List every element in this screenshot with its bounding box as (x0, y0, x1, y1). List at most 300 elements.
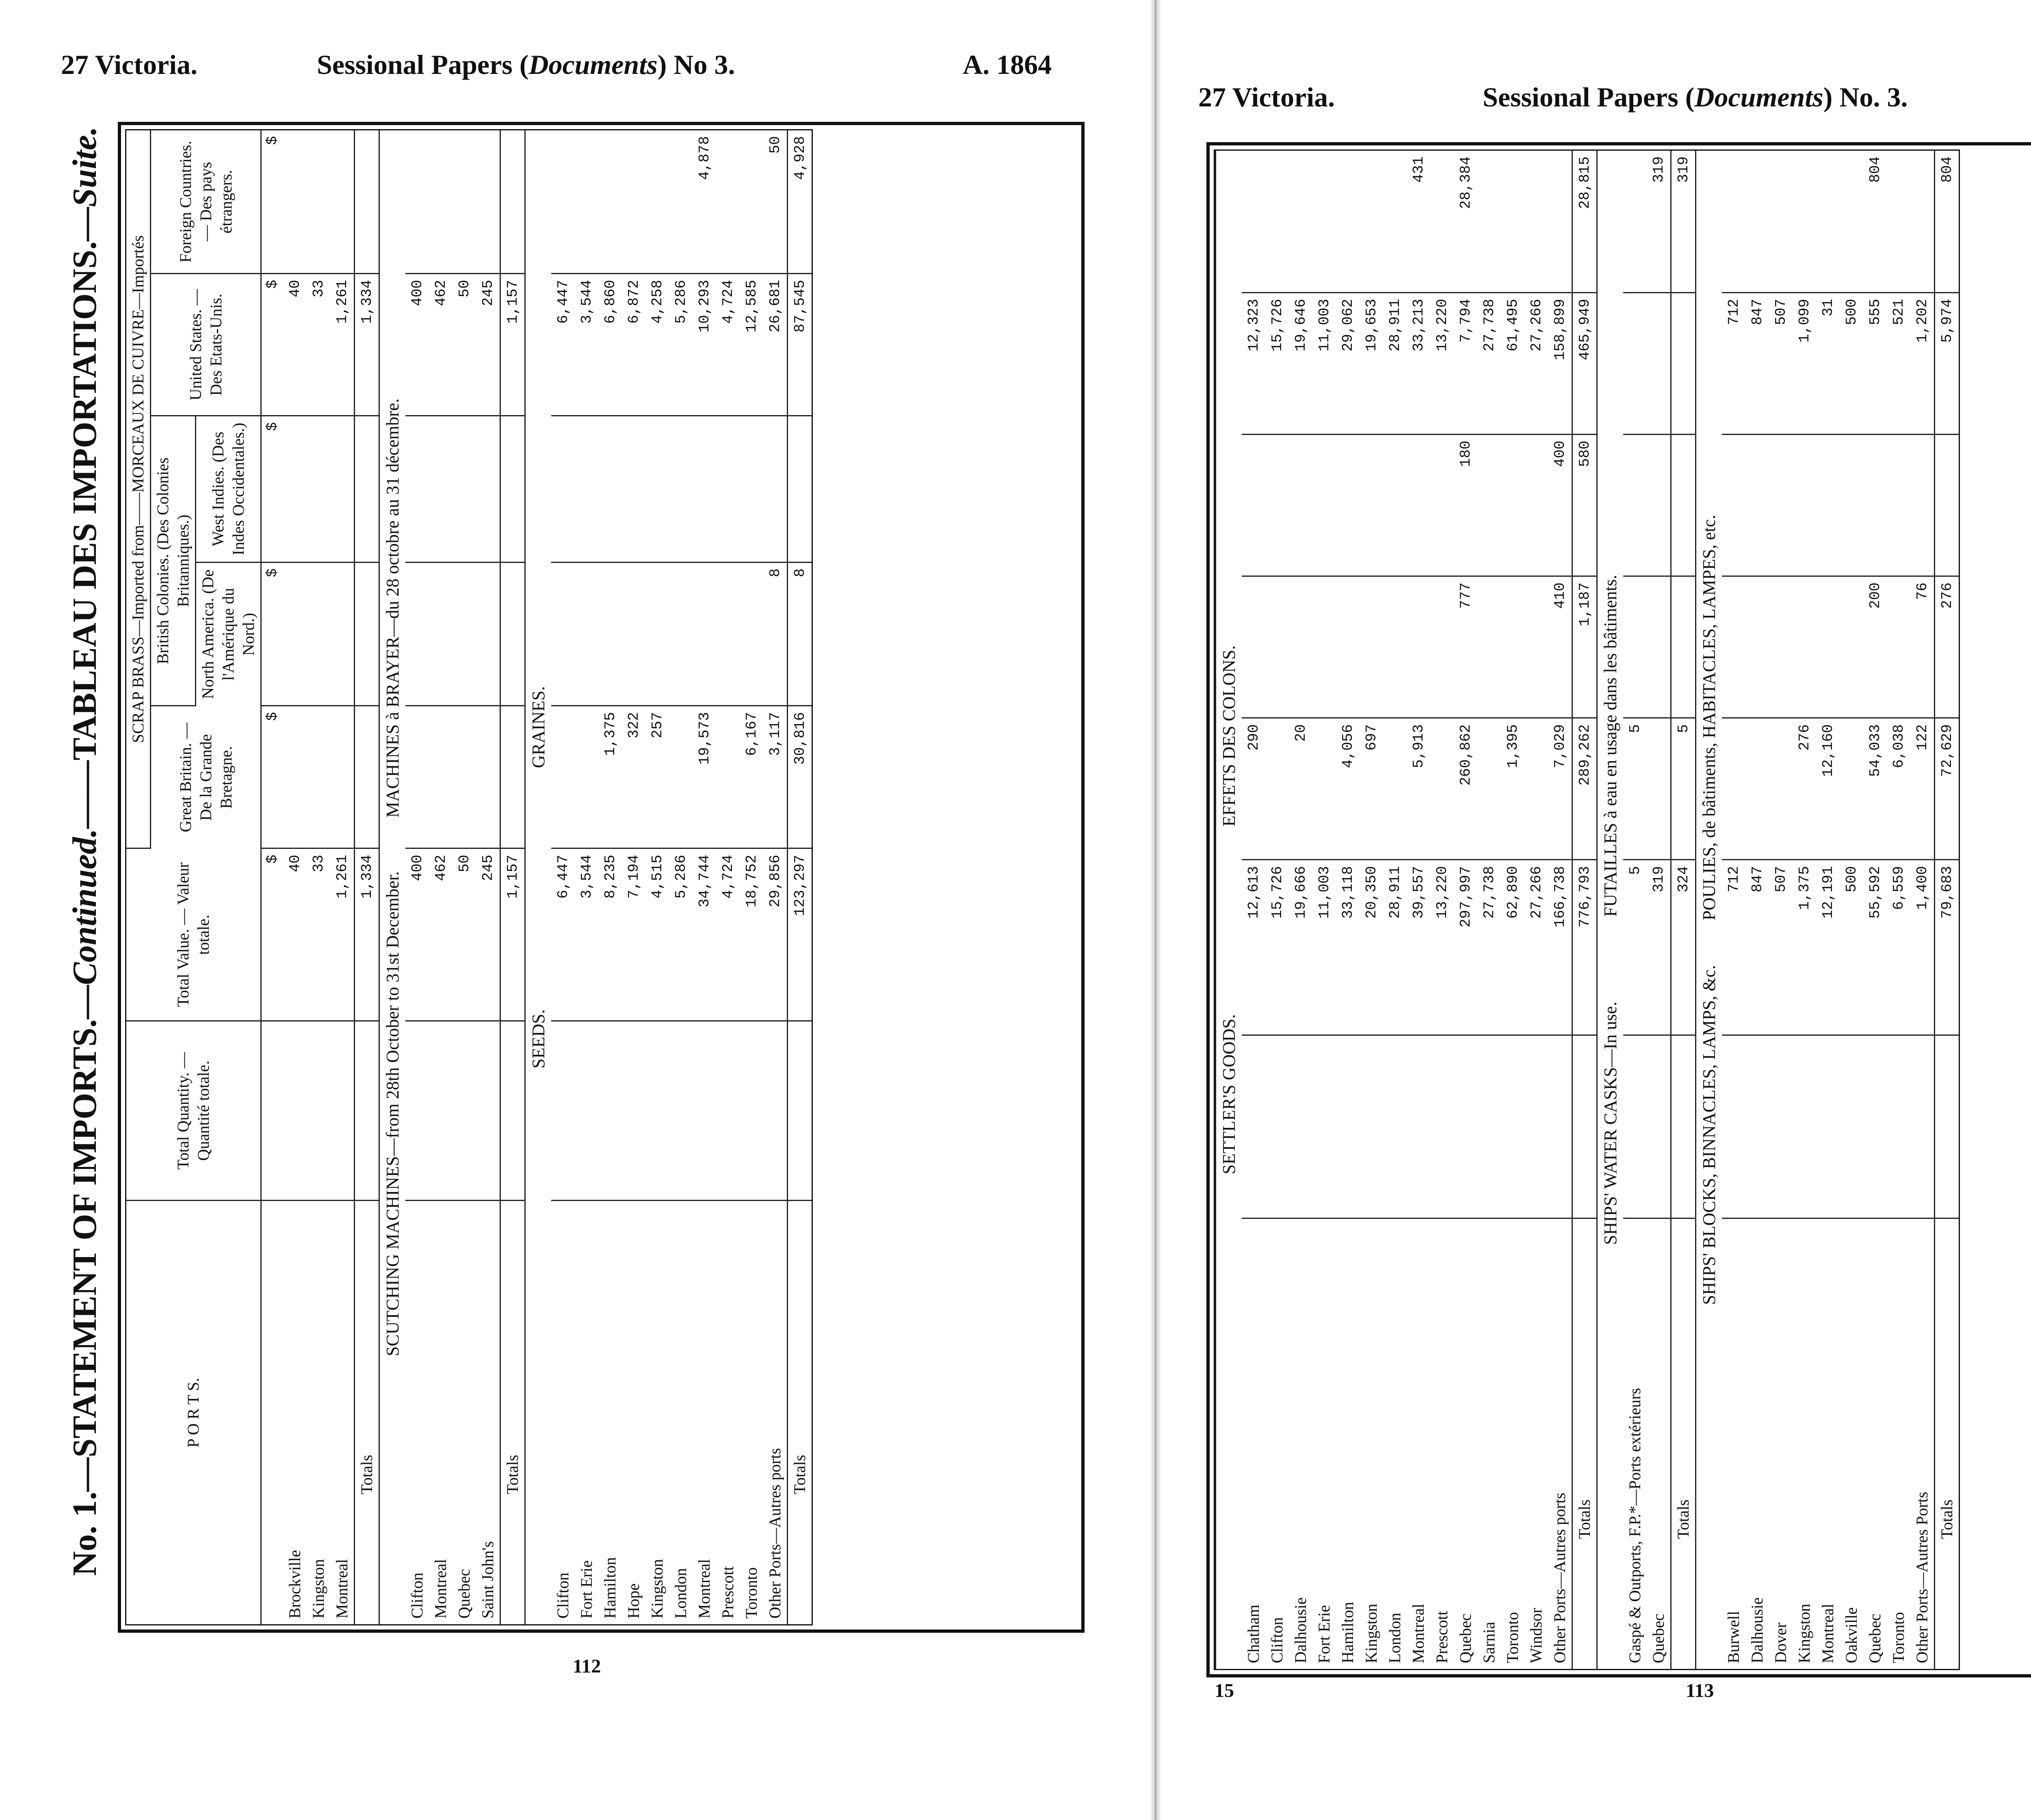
value-cell (1524, 718, 1548, 860)
value-cell: 462 (429, 848, 453, 1021)
value-cell (1312, 1035, 1336, 1218)
table-row (575, 130, 598, 1624)
value-cell: 777 (1454, 576, 1477, 718)
totals-value: 776,793 (1572, 860, 1597, 1035)
value-cell: 507 (1769, 292, 1793, 434)
value-cell (283, 706, 307, 848)
value-cell (453, 130, 476, 273)
value-cell (1501, 1035, 1524, 1218)
value-cell (551, 562, 575, 706)
port-name: Gaspé & Outports, F.P.*—Ports extérieurs (1626, 1388, 1644, 1663)
value-cell (1501, 434, 1524, 576)
value-cell (1910, 434, 1935, 576)
value-cell: 4,056 (1336, 718, 1360, 860)
value-cell (575, 562, 598, 706)
value-cell (1769, 718, 1793, 860)
section-heading (1696, 151, 1722, 1669)
value-cell (1722, 151, 1745, 292)
value-cell (476, 416, 500, 562)
value-cell: 28,911 (1383, 860, 1407, 1035)
value-cell: 7,794 (1454, 292, 1477, 434)
value-cell: 6,447 (551, 273, 575, 416)
totals-value: 289,262 (1572, 718, 1597, 860)
col-group-scrap-brass: SCRAP BRASS—Imported from——MORCEAUX DE CUIVRE—Importés (126, 130, 151, 848)
value-cell (283, 562, 307, 706)
table-row (429, 130, 453, 1624)
value-cell: 15,726 (1265, 292, 1289, 434)
value-cell (1265, 576, 1289, 718)
value-cell (1745, 718, 1769, 860)
right-page (1162, 0, 2031, 1820)
table-row (453, 130, 476, 1624)
value-cell: 12,160 (1816, 718, 1840, 860)
totals-value (1572, 1035, 1597, 1218)
section-title: SETTLER'S GOODS. EFFETS DES COLONS. (1216, 151, 1242, 1669)
value-cell (1840, 151, 1863, 292)
value-cell (598, 416, 622, 562)
totals-value: 1,157 (500, 273, 525, 416)
port-name: Prescott (719, 1566, 737, 1619)
value-cell (645, 1021, 669, 1201)
value-cell (622, 1021, 645, 1201)
value-cell (1887, 1035, 1910, 1218)
value-cell: 19,646 (1289, 292, 1312, 434)
totals-value: 1,334 (355, 273, 379, 416)
value-cell: 297,997 (1454, 860, 1477, 1035)
value-cell: 40 (283, 848, 307, 1021)
value-cell (453, 562, 476, 706)
totals-value (1671, 434, 1696, 576)
value-cell: 18,752 (740, 848, 763, 1021)
value-cell: 8 (763, 562, 788, 706)
table-row (1312, 151, 1336, 1669)
value-cell (1242, 434, 1265, 576)
value-cell (1623, 292, 1647, 434)
totals-value (355, 130, 379, 273)
totals-value (355, 1021, 379, 1201)
value-cell: 5,286 (669, 273, 693, 416)
value-cell: 500 (1840, 292, 1863, 434)
value-cell: 158,899 (1548, 292, 1572, 434)
value-cell (1477, 434, 1501, 576)
table-row (1360, 151, 1383, 1669)
value-cell (622, 562, 645, 706)
left-table-frame (118, 122, 1085, 1633)
right-table-body (1216, 151, 1959, 1669)
value-cell: 276 (1793, 718, 1816, 860)
totals-value: 123,297 (788, 848, 812, 1021)
value-cell (1769, 434, 1793, 576)
port-name: Dover (1771, 1623, 1790, 1663)
value-cell (693, 1021, 716, 1201)
col-wi: West Indies. (Des Indes Occidentales.) (196, 416, 261, 562)
value-cell (1312, 151, 1336, 292)
value-cell (1336, 151, 1360, 292)
value-cell (598, 130, 622, 273)
value-cell (1360, 151, 1383, 292)
table-row (763, 130, 788, 1624)
value-cell: 712 (1722, 860, 1745, 1035)
value-cell: 50 (453, 273, 476, 416)
value-cell (1289, 434, 1312, 576)
table-row (551, 130, 575, 1624)
value-cell (476, 562, 500, 706)
table-row (669, 130, 693, 1624)
port-name: London (671, 1568, 690, 1619)
port-name: Montreal (1409, 1604, 1427, 1663)
value-cell (429, 1021, 453, 1201)
value-cell (1548, 151, 1572, 292)
value-cell (1745, 151, 1769, 292)
currency-cell (261, 1201, 284, 1624)
value-cell (307, 130, 330, 273)
totals-value (1671, 292, 1696, 434)
value-cell: 260,862 (1454, 718, 1477, 860)
totals-value: 79,683 (1935, 860, 1959, 1035)
value-cell: 1,202 (1910, 292, 1935, 434)
value-cell: 1,375 (598, 706, 622, 848)
value-cell: 29,856 (763, 848, 788, 1021)
totals-value: 87,545 (788, 273, 812, 416)
value-cell (1647, 292, 1671, 434)
port-name: Saint John's (479, 1541, 497, 1619)
port-name: Brockville (286, 1550, 304, 1619)
section-title: SEEDS. GRAINES. (525, 130, 552, 1624)
value-cell (551, 130, 575, 273)
totals-value (500, 562, 525, 706)
table-row (716, 130, 740, 1624)
value-cell: 62,890 (1501, 860, 1524, 1035)
value-cell: 4,515 (645, 848, 669, 1021)
value-cell (669, 562, 693, 706)
value-cell: 122 (1910, 718, 1935, 860)
table-row (1722, 151, 1745, 1669)
table-row (1501, 151, 1524, 1669)
currency-cell: $ (261, 273, 284, 416)
value-cell (1840, 1035, 1863, 1218)
value-cell (1647, 718, 1671, 860)
value-cell: 319 (1647, 151, 1671, 292)
value-cell (1407, 434, 1430, 576)
totals-value: 1,187 (1572, 576, 1597, 718)
value-cell (1887, 434, 1910, 576)
value-cell (429, 416, 453, 562)
value-cell (1407, 576, 1430, 718)
value-cell (1863, 1035, 1887, 1218)
value-cell (740, 416, 763, 562)
totals-value: 580 (1572, 434, 1597, 576)
value-cell (429, 130, 453, 273)
totals-label: Totals (788, 1201, 812, 1624)
totals-value (355, 706, 379, 848)
value-cell (575, 130, 598, 273)
port-name: Toronto (1503, 1612, 1522, 1663)
table-row (740, 130, 763, 1624)
value-cell (429, 706, 453, 848)
right-page-left-number: 15 (1215, 1680, 1234, 1701)
value-cell (1887, 151, 1910, 292)
value-cell (330, 1021, 355, 1201)
value-cell (283, 130, 307, 273)
port-name: Prescott (1433, 1611, 1451, 1663)
value-cell: 245 (476, 848, 500, 1021)
value-cell: 19,573 (693, 706, 716, 848)
value-cell (1816, 1035, 1840, 1218)
value-cell (1501, 151, 1524, 292)
value-cell: 55,592 (1863, 860, 1887, 1035)
port-name: Quebec (1866, 1613, 1884, 1663)
value-cell (575, 416, 598, 562)
table-row (1816, 151, 1840, 1669)
value-cell: 6,447 (551, 848, 575, 1021)
value-cell: 27,738 (1477, 860, 1501, 1035)
totals-value: 804 (1935, 151, 1959, 292)
totals-value (788, 416, 812, 562)
totals-value: 5,974 (1935, 292, 1959, 434)
port-name: Kingston (309, 1559, 327, 1619)
port-name: Other Ports—Autres ports (1550, 1493, 1569, 1663)
col-ports: P O R T S. (126, 1201, 261, 1624)
value-cell (1623, 151, 1647, 292)
value-cell (693, 562, 716, 706)
value-cell (1265, 151, 1289, 292)
value-cell: 697 (1360, 718, 1383, 860)
value-cell (476, 1021, 500, 1201)
value-cell: 13,220 (1430, 860, 1454, 1035)
value-cell (716, 416, 740, 562)
table-row (1336, 151, 1360, 1669)
value-cell (740, 1021, 763, 1201)
value-cell (1863, 434, 1887, 576)
value-cell (1840, 576, 1863, 718)
value-cell: 1,400 (1910, 860, 1935, 1035)
totals-value: 72,629 (1935, 718, 1959, 860)
totals-value: 30,816 (788, 706, 812, 848)
currency-cell: $ (261, 706, 284, 848)
value-cell: 4,878 (693, 130, 716, 273)
totals-value (1935, 1035, 1959, 1218)
value-cell (1383, 576, 1407, 718)
table-row (1548, 151, 1572, 1669)
value-cell (307, 416, 330, 562)
value-cell: 28,384 (1454, 151, 1477, 292)
value-cell: 200 (1863, 576, 1887, 718)
value-cell (330, 130, 355, 273)
value-cell: 180 (1454, 434, 1477, 576)
value-cell: 29,062 (1336, 292, 1360, 434)
value-cell (1910, 1035, 1935, 1218)
value-cell: 27,266 (1524, 860, 1548, 1035)
value-cell: 33 (307, 848, 330, 1021)
port-name: Clifton (1268, 1617, 1286, 1663)
value-cell (1360, 434, 1383, 576)
currency-cell: $ (261, 130, 284, 273)
table-row (1745, 151, 1769, 1669)
value-cell (1454, 1035, 1477, 1218)
totals-value (1671, 576, 1696, 718)
value-cell (598, 562, 622, 706)
port-name: Windsor (1527, 1608, 1545, 1663)
col-na: North America. (De l'Amérique du Nord.) (196, 562, 261, 706)
value-cell (1242, 151, 1265, 292)
value-cell: 1,395 (1501, 718, 1524, 860)
value-cell (1769, 576, 1793, 718)
value-cell (1816, 434, 1840, 576)
value-cell: 50 (763, 130, 788, 273)
value-cell: 27,266 (1524, 292, 1548, 434)
value-cell: 33,213 (1407, 292, 1430, 434)
table-row (1477, 151, 1501, 1669)
value-cell: 10,293 (693, 273, 716, 416)
value-cell: 11,003 (1312, 860, 1336, 1035)
port-name: Hope (624, 1583, 643, 1619)
value-cell (1242, 1035, 1265, 1218)
value-cell: 11,003 (1312, 292, 1336, 434)
value-cell (1722, 576, 1745, 718)
value-cell (453, 1021, 476, 1201)
value-cell (1623, 576, 1647, 718)
value-cell (1647, 576, 1671, 718)
totals-row (1671, 151, 1696, 1669)
value-cell: 712 (1722, 292, 1745, 434)
value-cell (1265, 434, 1289, 576)
value-cell (1793, 576, 1816, 718)
table-row (1454, 151, 1477, 1669)
totals-label: Totals (500, 1201, 525, 1624)
value-cell: 31 (1816, 292, 1840, 434)
value-cell (716, 706, 740, 848)
col-value: Total Value. — Valeur totale. (126, 848, 261, 1021)
value-cell (1816, 151, 1840, 292)
value-cell (307, 562, 330, 706)
value-cell (575, 706, 598, 848)
value-cell (1289, 576, 1312, 718)
port-name: Kingston (648, 1559, 666, 1619)
col-fc: Foreign Countries. — Des pays étrangers. (151, 130, 261, 273)
value-cell (669, 416, 693, 562)
value-cell (330, 562, 355, 706)
port-name: Clifton (408, 1572, 426, 1619)
port-name: Quebec (1456, 1613, 1475, 1663)
value-cell (1477, 718, 1501, 860)
value-cell: 1,261 (330, 273, 355, 416)
value-cell (551, 706, 575, 848)
section-title: SHIPS' WATER CASKS—In use. FUTAILLES à eau en usage dans les bâtiments. (1597, 151, 1624, 1669)
value-cell (1477, 151, 1501, 292)
value-cell: 39,557 (1407, 860, 1430, 1035)
value-cell: 13,220 (1430, 292, 1454, 434)
value-cell (1336, 434, 1360, 576)
totals-value (355, 416, 379, 562)
totals-row (788, 130, 812, 1624)
value-cell: 19,653 (1360, 292, 1383, 434)
value-cell: 290 (1242, 718, 1265, 860)
value-cell: 12,191 (1816, 860, 1840, 1035)
value-cell (1430, 1035, 1454, 1218)
port-name: Fort Erie (577, 1560, 595, 1619)
value-cell (1524, 434, 1548, 576)
totals-row (1935, 151, 1959, 1669)
value-cell (1524, 576, 1548, 718)
col-us: United States. — Des Etats-Unis. (151, 273, 261, 416)
port-name: Dalhousie (1291, 1597, 1310, 1663)
value-cell (1524, 1035, 1548, 1218)
port-name: Chatham (1244, 1604, 1262, 1663)
value-cell (1623, 1035, 1647, 1218)
value-cell: 76 (1910, 576, 1935, 718)
port-name: Montreal (431, 1559, 450, 1619)
totals-value (1935, 434, 1959, 576)
left-table-body (261, 130, 812, 1624)
value-cell (716, 1021, 740, 1201)
value-cell: 507 (1769, 860, 1793, 1035)
value-cell (1524, 151, 1548, 292)
value-cell (740, 562, 763, 706)
table-row (645, 130, 669, 1624)
totals-value: 276 (1935, 576, 1959, 718)
totals-value: 1,334 (355, 848, 379, 1021)
value-cell (453, 416, 476, 562)
value-cell: 257 (645, 706, 669, 848)
value-cell (622, 416, 645, 562)
totals-value (355, 562, 379, 706)
port-name: Other Ports—Autres ports (766, 1448, 784, 1619)
currency-cell (261, 1021, 284, 1201)
value-cell (1477, 576, 1501, 718)
value-cell: 245 (476, 273, 500, 416)
value-cell: 12,613 (1242, 860, 1265, 1035)
book-gutter (1150, 0, 1162, 1820)
value-cell (476, 706, 500, 848)
value-cell: 166,738 (1548, 860, 1572, 1035)
port-name: Oakville (1842, 1607, 1860, 1663)
value-cell (763, 1021, 788, 1201)
port-name: Clifton (554, 1572, 572, 1619)
value-cell: 1,099 (1793, 292, 1816, 434)
value-cell (307, 706, 330, 848)
right-page-number: 113 (1686, 1680, 1714, 1701)
value-cell (669, 130, 693, 273)
value-cell: 4,724 (716, 273, 740, 416)
table-row (405, 130, 429, 1624)
currency-cell: $ (261, 562, 284, 706)
value-cell: 319 (1647, 860, 1671, 1035)
value-cell (1793, 151, 1816, 292)
totals-value: 8 (788, 562, 812, 706)
value-cell: 847 (1745, 292, 1769, 434)
value-cell (1312, 434, 1336, 576)
table-row (1769, 151, 1793, 1669)
table-row (1383, 151, 1407, 1669)
value-cell: 40 (283, 273, 307, 416)
currency-cell: $ (261, 416, 284, 562)
totals-value: 5 (1671, 718, 1696, 860)
value-cell (405, 1021, 429, 1201)
table-row (622, 130, 645, 1624)
value-cell (1722, 1035, 1745, 1218)
value-cell: 322 (622, 706, 645, 848)
table-row (1242, 151, 1265, 1669)
table-row (598, 130, 622, 1624)
left-imports-table (126, 130, 812, 1624)
port-name: Other Ports—Autres Ports (1913, 1491, 1931, 1663)
port-name: Burwell (1724, 1611, 1743, 1663)
value-cell (1289, 151, 1312, 292)
value-cell: 555 (1863, 292, 1887, 434)
value-cell: 20 (1289, 718, 1312, 860)
port-name: Toronto (742, 1567, 760, 1619)
value-cell (693, 416, 716, 562)
